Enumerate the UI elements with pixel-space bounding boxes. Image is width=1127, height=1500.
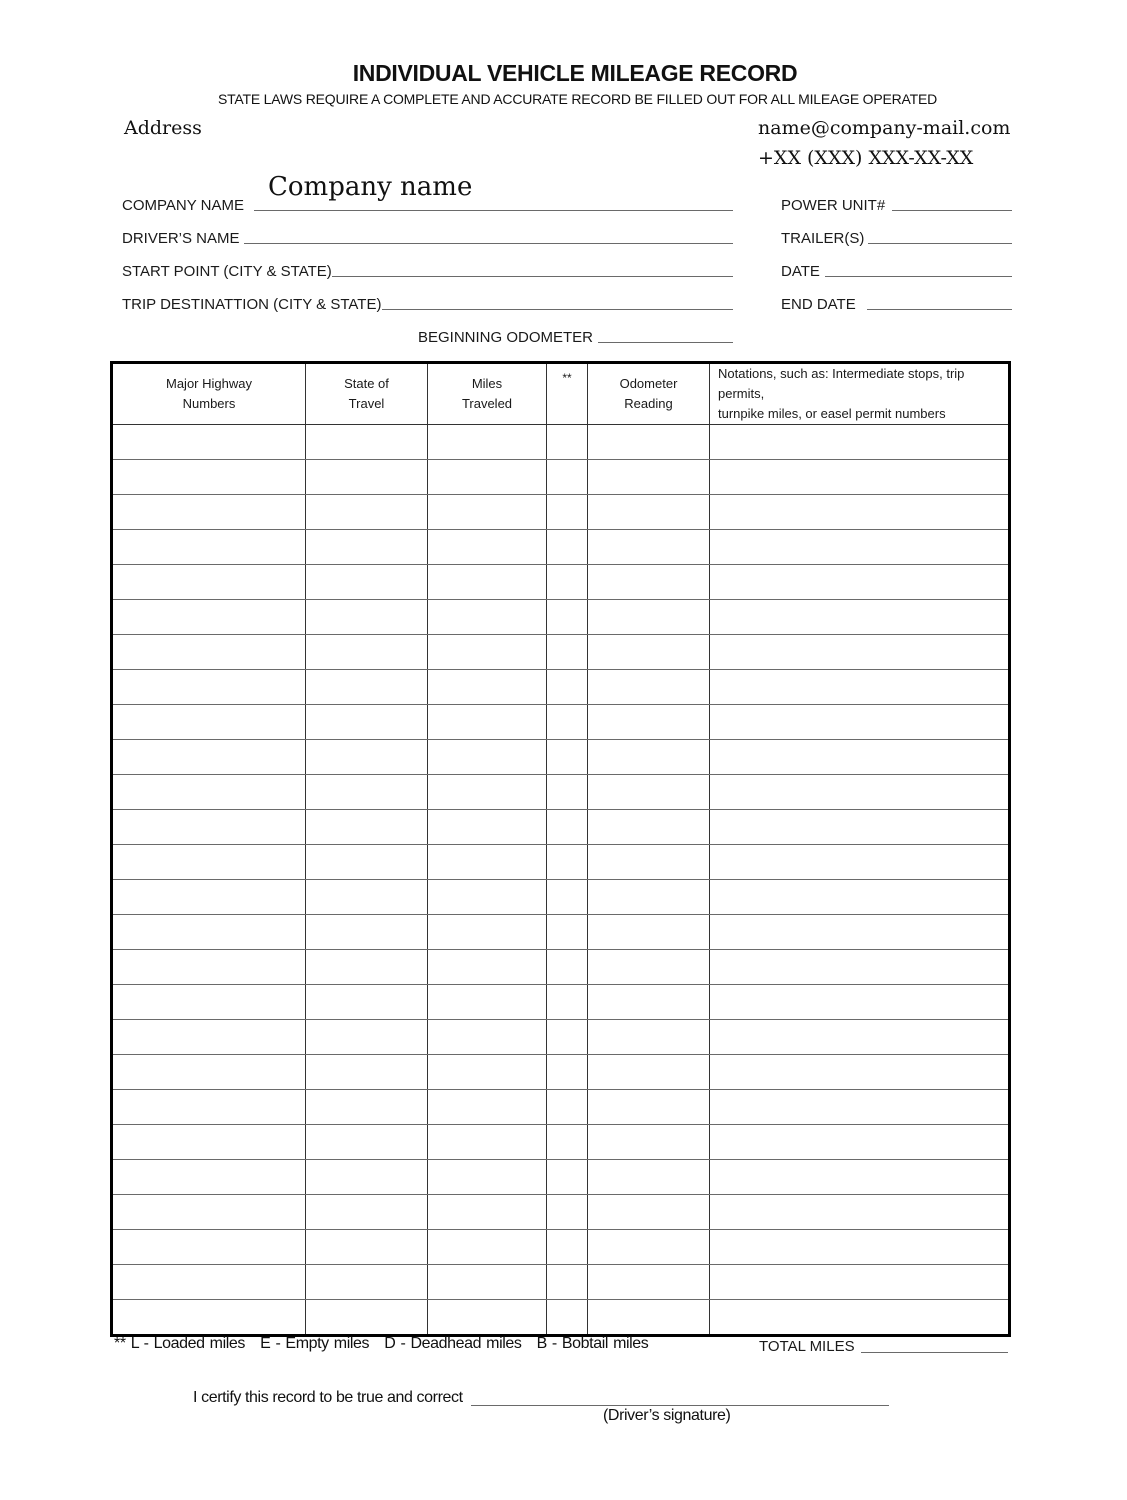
table-row — [112, 1195, 1010, 1230]
cell-miles[interactable] — [428, 1160, 547, 1195]
cell-state[interactable] — [306, 1195, 428, 1230]
cell-mile-type[interactable] — [547, 775, 588, 810]
cell-highway[interactable] — [112, 1160, 306, 1195]
table-row — [112, 1300, 1010, 1336]
cell-highway[interactable] — [112, 950, 306, 985]
cell-odometer[interactable] — [588, 775, 710, 810]
cell-miles[interactable] — [428, 915, 547, 950]
table-row — [112, 705, 1010, 740]
cell-mile-type[interactable] — [547, 495, 588, 530]
cell-mile-type[interactable] — [547, 530, 588, 565]
col-header-mile-type — [547, 363, 588, 425]
table-row — [112, 1055, 1010, 1090]
cell-highway[interactable] — [112, 1055, 306, 1090]
cell-highway[interactable] — [112, 1020, 306, 1055]
cell-state[interactable] — [306, 635, 428, 670]
cell-odometer[interactable] — [588, 1055, 710, 1090]
col-header-notations — [710, 363, 1010, 425]
col-header-line2: Traveled — [461, 396, 513, 411]
cell-odometer[interactable] — [588, 495, 710, 530]
start-point-label: START POINT (CITY & STATE) — [122, 263, 332, 280]
cell-highway[interactable] — [112, 635, 306, 670]
cell-miles[interactable] — [428, 845, 547, 880]
table-row — [112, 460, 1010, 495]
table-row — [112, 880, 1010, 915]
cell-miles[interactable] — [428, 705, 547, 740]
cell-state[interactable] — [306, 600, 428, 635]
cell-highway[interactable] — [112, 495, 306, 530]
cell-notations[interactable] — [710, 1195, 1010, 1230]
cell-odometer[interactable] — [588, 1090, 710, 1125]
cell-miles[interactable] — [428, 1265, 547, 1300]
table-row — [112, 775, 1010, 810]
company-name-label: COMPANY NAME — [122, 197, 244, 214]
beginning-odometer-label: BEGINNING ODOMETER — [418, 329, 594, 346]
cell-highway[interactable] — [112, 425, 306, 460]
col-header-odometer — [588, 363, 710, 425]
table-row — [112, 670, 1010, 705]
cell-state[interactable] — [306, 425, 428, 460]
table-row — [112, 425, 1010, 460]
cell-state[interactable] — [306, 1125, 428, 1160]
cell-mile-type[interactable] — [547, 985, 588, 1020]
cell-miles[interactable] — [428, 880, 547, 915]
table-row — [112, 915, 1010, 950]
cell-notations[interactable] — [710, 740, 1010, 775]
col-header-line2: turnpike miles, or easel permit numbers — [718, 406, 946, 421]
mile-type-legend: ** L - Loaded miles E - Empty miles D - Deadhead miles B - Bobtail miles — [114, 1335, 649, 1352]
page-subtitle: STATE LAWS REQUIRE A COMPLETE AND ACCURATE RECORD BE FILLED OUT FOR ALL MILEAGE OPERATED — [217, 91, 938, 107]
cell-state[interactable] — [306, 530, 428, 565]
cell-notations[interactable] — [710, 1230, 1010, 1265]
col-header-line2: Reading — [624, 396, 673, 411]
cell-state[interactable] — [306, 1300, 428, 1336]
cell-mile-type[interactable] — [547, 1090, 588, 1125]
cell-miles[interactable] — [428, 1195, 547, 1230]
cell-notations[interactable] — [710, 705, 1010, 740]
table-row — [112, 1265, 1010, 1300]
cell-notations[interactable] — [710, 880, 1010, 915]
cell-odometer[interactable] — [588, 845, 710, 880]
cell-state[interactable] — [306, 985, 428, 1020]
cell-odometer[interactable] — [588, 600, 710, 635]
cell-highway[interactable] — [112, 1090, 306, 1125]
cell-odometer[interactable] — [588, 530, 710, 565]
col-header-state — [306, 363, 428, 425]
trip-destination-label: TRIP DESTINATTION (CITY & STATE) — [122, 296, 382, 313]
cell-miles[interactable] — [428, 670, 547, 705]
cell-mile-type[interactable] — [547, 1055, 588, 1090]
cell-highway[interactable] — [112, 705, 306, 740]
cell-miles[interactable] — [428, 530, 547, 565]
company-name-field[interactable] — [254, 210, 733, 211]
beginning-odometer-field[interactable] — [598, 342, 733, 343]
cell-state[interactable] — [306, 495, 428, 530]
cell-mile-type[interactable] — [547, 1230, 588, 1265]
cell-state[interactable] — [306, 1055, 428, 1090]
cell-notations[interactable] — [710, 950, 1010, 985]
cell-state[interactable] — [306, 1160, 428, 1195]
table-row — [112, 1020, 1010, 1055]
col-header-line2: Numbers — [182, 396, 236, 411]
cell-highway[interactable] — [112, 1230, 306, 1265]
table-row — [112, 845, 1010, 880]
cell-notations[interactable] — [710, 1160, 1010, 1195]
cell-highway[interactable] — [112, 810, 306, 845]
cell-highway[interactable] — [112, 1195, 306, 1230]
cell-odometer[interactable] — [588, 1265, 710, 1300]
total-miles-label: TOTAL MILES — [759, 1338, 855, 1355]
cell-miles[interactable] — [428, 460, 547, 495]
cell-miles[interactable] — [428, 1125, 547, 1160]
cell-state[interactable] — [306, 880, 428, 915]
cell-miles[interactable] — [428, 950, 547, 985]
table-row — [112, 495, 1010, 530]
cell-odometer[interactable] — [588, 460, 710, 495]
cell-state[interactable] — [306, 810, 428, 845]
cell-notations[interactable] — [710, 845, 1010, 880]
cell-odometer[interactable] — [588, 810, 710, 845]
table-row — [112, 600, 1010, 635]
cell-notations[interactable] — [710, 565, 1010, 600]
cell-mile-type[interactable] — [547, 1020, 588, 1055]
cell-notations[interactable] — [710, 1265, 1010, 1300]
table-body — [112, 425, 1010, 1336]
cell-miles[interactable] — [428, 1230, 547, 1265]
cell-miles[interactable] — [428, 1090, 547, 1125]
trip-destination-field[interactable] — [382, 309, 733, 310]
cell-state[interactable] — [306, 775, 428, 810]
drivers-name-label: DRIVER’S NAME — [122, 230, 240, 247]
cell-mile-type[interactable] — [547, 1160, 588, 1195]
table-row — [112, 1125, 1010, 1160]
end-date-field[interactable] — [867, 309, 1012, 310]
cell-miles[interactable] — [428, 635, 547, 670]
cell-mile-type[interactable] — [547, 880, 588, 915]
company-name-value: Company name — [268, 172, 473, 202]
cell-odometer[interactable] — [588, 915, 710, 950]
drivers-name-field[interactable] — [244, 243, 733, 244]
col-header-miles — [428, 363, 547, 425]
table-row — [112, 635, 1010, 670]
cell-odometer[interactable] — [588, 880, 710, 915]
cell-notations[interactable] — [710, 810, 1010, 845]
signature-caption: (Driver’s signature) — [603, 1407, 731, 1424]
cell-miles[interactable] — [428, 495, 547, 530]
cell-miles[interactable] — [428, 775, 547, 810]
col-header-line1: Odometer — [619, 376, 678, 391]
cell-notations[interactable] — [710, 1300, 1010, 1336]
trailers-field[interactable] — [868, 243, 1012, 244]
cell-state[interactable] — [306, 740, 428, 775]
cell-mile-type[interactable] — [547, 1300, 588, 1336]
date-label: DATE — [781, 263, 820, 280]
table-row — [112, 530, 1010, 565]
col-header-line1: Miles — [471, 376, 503, 391]
company-address: Address — [124, 117, 202, 139]
page-title: INDIVIDUAL VEHICLE MILEAGE RECORD — [352, 60, 798, 86]
cell-highway[interactable] — [112, 740, 306, 775]
cell-state[interactable] — [306, 1090, 428, 1125]
driver-signature-field[interactable] — [471, 1405, 889, 1406]
cell-odometer[interactable] — [588, 565, 710, 600]
certify-statement: I certify this record to be true and correct — [193, 1389, 463, 1406]
cell-odometer[interactable] — [588, 1300, 710, 1336]
cell-mile-type[interactable] — [547, 950, 588, 985]
company-email: name@company-mail.com — [758, 117, 1011, 139]
mileage-table — [110, 361, 1011, 1337]
cell-highway[interactable] — [112, 1300, 306, 1336]
cell-notations[interactable] — [710, 495, 1010, 530]
cell-highway[interactable] — [112, 915, 306, 950]
table-header-row — [112, 363, 1010, 425]
table-row — [112, 1090, 1010, 1125]
cell-mile-type[interactable] — [547, 1125, 588, 1160]
cell-odometer[interactable] — [588, 670, 710, 705]
col-header-line1: Notations, such as: Intermediate stops, trip permits, — [718, 366, 965, 401]
table-row — [112, 810, 1010, 845]
trailers-label: TRAILER(S) — [781, 230, 865, 247]
cell-odometer[interactable] — [588, 705, 710, 740]
cell-notations[interactable] — [710, 985, 1010, 1020]
col-header-highway — [112, 363, 306, 425]
cell-mile-type[interactable] — [547, 915, 588, 950]
cell-miles[interactable] — [428, 740, 547, 775]
cell-odometer[interactable] — [588, 1020, 710, 1055]
cell-state[interactable] — [306, 460, 428, 495]
table-row — [112, 985, 1010, 1020]
start-point-field[interactable] — [332, 276, 733, 277]
cell-miles[interactable] — [428, 1020, 547, 1055]
cell-state[interactable] — [306, 950, 428, 985]
cell-state[interactable] — [306, 1230, 428, 1265]
table-row — [112, 740, 1010, 775]
cell-state[interactable] — [306, 670, 428, 705]
cell-odometer[interactable] — [588, 985, 710, 1020]
cell-notations[interactable] — [710, 600, 1010, 635]
cell-mile-type[interactable] — [547, 670, 588, 705]
cell-miles[interactable] — [428, 600, 547, 635]
cell-notations[interactable] — [710, 1125, 1010, 1160]
company-phone: +XX (XXX) XXX-XX-XX — [758, 147, 974, 169]
table-row — [112, 565, 1010, 600]
cell-odometer[interactable] — [588, 1195, 710, 1230]
cell-notations[interactable] — [710, 1055, 1010, 1090]
cell-state[interactable] — [306, 1265, 428, 1300]
cell-notations[interactable] — [710, 425, 1010, 460]
cell-highway[interactable] — [112, 775, 306, 810]
cell-notations[interactable] — [710, 670, 1010, 705]
cell-miles[interactable] — [428, 985, 547, 1020]
col-header-line2: Travel — [348, 396, 385, 411]
cell-mile-type[interactable] — [547, 460, 588, 495]
cell-notations[interactable] — [710, 530, 1010, 565]
cell-odometer[interactable] — [588, 1125, 710, 1160]
cell-state[interactable] — [306, 1020, 428, 1055]
cell-notations[interactable] — [710, 1090, 1010, 1125]
cell-mile-type[interactable] — [547, 810, 588, 845]
cell-notations[interactable] — [710, 460, 1010, 495]
col-header-line1: ** — [562, 371, 572, 385]
cell-miles[interactable] — [428, 1300, 547, 1336]
cell-odometer[interactable] — [588, 635, 710, 670]
cell-miles[interactable] — [428, 425, 547, 460]
cell-mile-type[interactable] — [547, 600, 588, 635]
cell-miles[interactable] — [428, 565, 547, 600]
cell-highway[interactable] — [112, 880, 306, 915]
cell-notations[interactable] — [710, 635, 1010, 670]
cell-mile-type[interactable] — [547, 1195, 588, 1230]
power-unit-label: POWER UNIT# — [781, 197, 886, 214]
cell-highway[interactable] — [112, 1125, 306, 1160]
cell-mile-type[interactable] — [547, 740, 588, 775]
cell-state[interactable] — [306, 565, 428, 600]
date-field[interactable] — [825, 276, 1012, 277]
cell-mile-type[interactable] — [547, 425, 588, 460]
power-unit-field[interactable] — [892, 210, 1012, 211]
cell-highway[interactable] — [112, 600, 306, 635]
total-miles-field[interactable] — [861, 1352, 1008, 1353]
cell-mile-type[interactable] — [547, 705, 588, 740]
cell-highway[interactable] — [112, 530, 306, 565]
cell-state[interactable] — [306, 915, 428, 950]
cell-notations[interactable] — [710, 915, 1010, 950]
cell-highway[interactable] — [112, 845, 306, 880]
cell-highway[interactable] — [112, 565, 306, 600]
cell-mile-type[interactable] — [547, 635, 588, 670]
cell-odometer[interactable] — [588, 1230, 710, 1265]
cell-highway[interactable] — [112, 1265, 306, 1300]
cell-notations[interactable] — [710, 775, 1010, 810]
cell-odometer[interactable] — [588, 950, 710, 985]
cell-highway[interactable] — [112, 460, 306, 495]
cell-notations[interactable] — [710, 1020, 1010, 1055]
cell-mile-type[interactable] — [547, 845, 588, 880]
cell-mile-type[interactable] — [547, 1265, 588, 1300]
cell-mile-type[interactable] — [547, 565, 588, 600]
table-row — [112, 950, 1010, 985]
cell-miles[interactable] — [428, 1055, 547, 1090]
cell-odometer[interactable] — [588, 425, 710, 460]
cell-odometer[interactable] — [588, 740, 710, 775]
table-row — [112, 1160, 1010, 1195]
end-date-label: END DATE — [781, 296, 856, 313]
cell-highway[interactable] — [112, 670, 306, 705]
cell-highway[interactable] — [112, 985, 306, 1020]
cell-state[interactable] — [306, 845, 428, 880]
table-row — [112, 1230, 1010, 1265]
cell-odometer[interactable] — [588, 1160, 710, 1195]
col-header-line1: Major Highway — [166, 376, 252, 391]
cell-miles[interactable] — [428, 810, 547, 845]
col-header-line1: State of — [344, 376, 389, 391]
cell-state[interactable] — [306, 705, 428, 740]
